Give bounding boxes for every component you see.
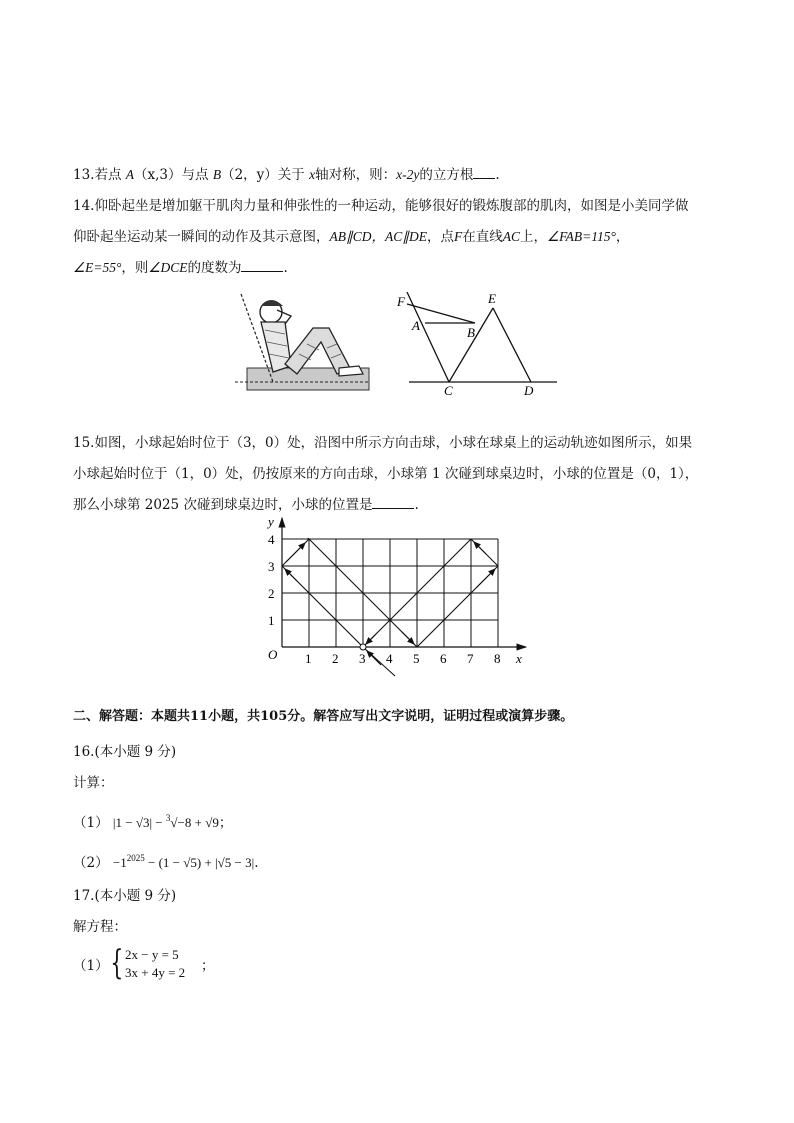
equation-2: 3x + 4y = 2 [125,965,186,980]
y-tick: 1 [268,613,275,628]
answer-blank-15[interactable] [372,496,414,509]
label-f: F [397,294,405,309]
section-2-heading: 二、解答题：本题共11小题，共105分。解答应写出文字说明，证明过程或演算步骤。 [73,709,574,724]
x-tick: 4 [386,651,393,666]
billiard-grid-diagram [262,514,530,682]
question-14-line-3: ∠E=55°，则∠DCE的度数为 . [73,260,288,276]
x-tick-labels [305,651,501,666]
y-tick: 2 [268,586,275,601]
x-axis-label: x [516,651,522,666]
question-15-line-3: 那么小球第 2025 次碰到球桌边时，小球的位置是 . [73,497,419,513]
question-16-part-1: （1） |1 − √3| − $^3$√−8 + √9； [73,813,233,831]
question-15-line-1: 15.如图，小球起始时位于（3，0）处，沿图中所示方向击球，小球在球桌上的运动轨迹如图所示，如果 [73,435,693,451]
segment-ed [493,308,531,382]
question-17-header: 17.(本小题 9 分) [73,888,177,904]
ball-start [360,644,366,650]
grid-lines [282,539,498,647]
question-14-line-2: 仰卧起坐运动某一瞬间的动作及其示意图，AB∥CD，AC∥DE，点F在直线AC上，∠FAB=115°， [73,229,630,245]
y-axis-label: y [268,514,274,529]
x-tick: 1 [305,651,312,666]
question-16-part-2: $(2) -1^{2025} - (1 - √5) + |√5 - 3|$. [73,853,259,871]
y-tick-labels [268,532,275,628]
x-tick: 7 [467,651,474,666]
y-tick: 3 [268,559,275,574]
situp-illustration [233,290,375,392]
segment-ce [449,308,493,382]
y-tick: 4 [268,532,275,547]
x-tick: 8 [494,651,501,666]
label-a: A [412,318,420,333]
x-tick: 3 [359,651,366,666]
x-tick: 5 [413,651,420,666]
parallel-lines-diagram [395,290,560,396]
answer-blank-13[interactable] [473,166,495,179]
question-17-instruction: 解方程： [73,919,127,935]
label-b: B [467,325,475,340]
question-16-instruction: 计算： [73,775,114,791]
question-16-header: 16.(本小题 9 分) [73,744,177,760]
x-tick: 2 [332,651,339,666]
label-e: E [488,291,496,306]
question-13: 13.若点 A（x,3）与点 B（2，y）关于 x轴对称，则：x-2y的立方根 . [73,167,500,183]
label-d: D [524,383,534,396]
question-15-line-2: 小球起始时位于（1，0）处，仍按原来的方向击球，小球第 1 次碰到球桌边时，小球的位置是（0，1）， [73,466,699,482]
system-brace: { [110,943,124,983]
x-tick: 6 [440,651,447,666]
point-b: B [212,167,222,182]
question-14-line-1: 14.仰卧起坐是增加躯干肌肉力量和伸张性的一种运动，能够很好的锻炼腹部的肌肉，如图是小美同学做 [73,198,689,214]
answer-blank-14[interactable] [241,259,283,272]
point-a: A [125,167,135,182]
equation-1: 2x − y = 5 [125,947,179,962]
label-c: C [444,383,453,396]
origin-label: O [268,647,278,662]
